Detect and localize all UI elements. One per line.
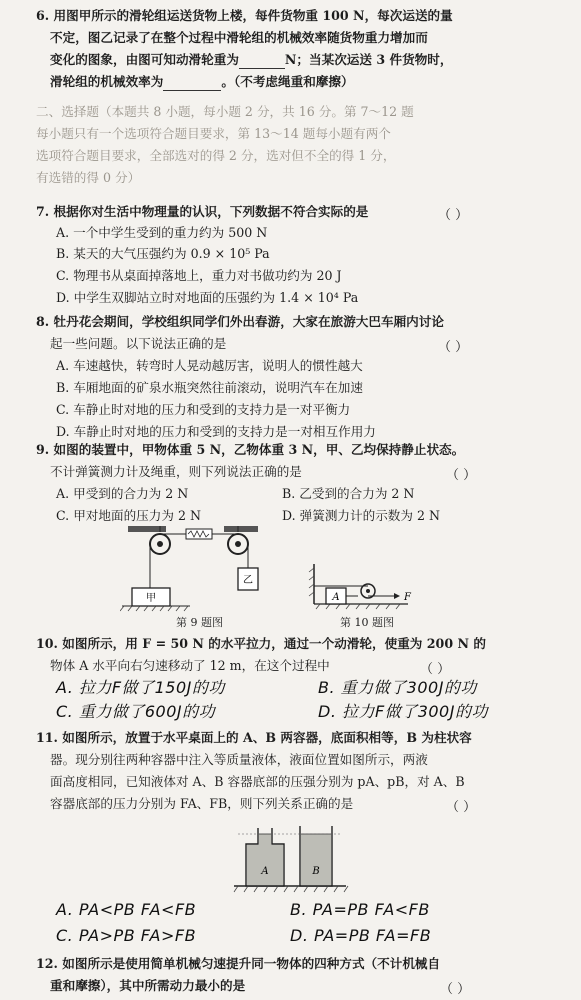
- q11-handwritten-b: B. PA=PB FA<FB: [290, 900, 430, 919]
- q8-option-c: C. 车静止时对地的压力和受到的支持力是一对平衡力: [56, 402, 351, 417]
- section2-line-2: 每小题只有一个选项符合题目要求，第 13～14 题每小题有两个: [36, 126, 391, 141]
- q8-line-2: 起一些问题。以下说法正确的是: [50, 336, 227, 351]
- q6-line-4: [50, 74, 354, 91]
- q10-answer-paren[interactable]: （ ）: [420, 662, 451, 677]
- section2-line-4: 有选错的得 0 分）: [36, 170, 141, 185]
- q12-line-1: 12. 如图所示是使用简单机械匀速提升同一物体的四种方式（不计机械自: [36, 956, 441, 971]
- q8-option-b: B. 车厢地面的矿泉水瓶突然往前滚动，说明汽车在加速: [56, 380, 363, 395]
- q8-option-a: A. 车速越快，转弯时人晃动越厉害，说明人的惯性越大: [56, 358, 363, 373]
- q12-line-2-text: 重和摩擦），其中所需动力最小的是: [50, 978, 246, 993]
- q7-option-b: B. 某天的大气压强约为 0.9 × 10⁵ Pa: [56, 246, 270, 261]
- figure-9-label-yi: 乙: [243, 575, 253, 586]
- q10-handwritten-a: A. 拉力F做了150J的功: [56, 678, 225, 697]
- q9-option-d: D. 弹簧测力计的示数为 2 N: [282, 508, 441, 523]
- q9-option-c: C. 甲对地面的压力为 2 N: [56, 508, 201, 523]
- q7-answer-paren[interactable]: （ ）: [438, 208, 469, 223]
- q6-line-4b: 。（不考虑绳重和摩擦）: [221, 74, 354, 89]
- q8-option-d: D. 车静止时对地的压力和受到的支持力是一对相互作用力: [56, 424, 376, 439]
- q11-line-3: 面高度相同，已知液体对 A、B 容器底部的压强分别为 pA、pB，对 A、B: [50, 774, 465, 789]
- q9-line-2: 不计弹簧测力计及绳重，则下列说法正确的是: [50, 464, 302, 479]
- q9-option-a: A. 甲受到的合力为 2 N: [56, 486, 189, 501]
- q8-answer-paren[interactable]: （ ）: [438, 340, 469, 355]
- q7-stem: 7. 根据你对生活中物理量的认识，下列数据不符合实际的是: [36, 204, 369, 219]
- q11-line-1: 11. 如图所示，放置于水平桌面上的 A、B 两容器，底面积相等，B 为柱状容: [36, 730, 472, 745]
- q10-handwritten-d: D. 拉力F做了300J的功: [318, 702, 488, 721]
- q6-blank-2[interactable]: [163, 74, 221, 91]
- figure-9-caption: 第 9 题图: [176, 616, 223, 629]
- q6-line-3: [50, 52, 452, 69]
- q11-handwritten-a: A. PA<PB FA<FB: [56, 900, 197, 919]
- figure-10-caption: 第 10 题图: [340, 616, 394, 629]
- figure-10-label-f: F: [404, 592, 411, 603]
- q6-line-3b: N；当某次运送 3 件货物时，: [284, 52, 453, 67]
- q8-line-1: 8. 牡丹花会期间，学校组织同学们外出春游，大家在旅游大巴车厢内讨论: [36, 314, 444, 329]
- q12-line-2: [50, 978, 245, 994]
- section2-line-3: 选项符合题目要求，全部选对的得 2 分，选对但不全的得 1 分，: [36, 148, 396, 163]
- q7-option-a: A. 一个中学生受到的重力约为 500 N: [56, 225, 268, 240]
- figure-10-label-a: A: [332, 592, 340, 603]
- q10-handwritten-b: B. 重力做了300J的功: [318, 678, 477, 697]
- q12-answer-paren[interactable]: （ ）: [440, 982, 471, 997]
- q6-line-4a: 滑轮组的机械效率为: [50, 74, 164, 89]
- q10-line-1: 10. 如图所示，用 F = 50 N 的水平拉力，通过一个动滑轮，使重为 200 N 的: [36, 636, 486, 651]
- q7-option-c: C. 物理书从桌面掉落地上，重力对书做功约为 20 J: [56, 268, 342, 283]
- section2-line-1: 二、选择题（本题共 8 小题，每小题 2 分，共 16 分。第 7～12 题: [36, 104, 414, 119]
- q11-line-4: 容器底部的压力分别为 FA、FB，则下列关系正确的是: [50, 796, 354, 811]
- figure-11-containers: [228, 822, 352, 896]
- q7-option-d: D. 中学生双脚站立时对地面的压强约为 1.4 × 10⁴ Pa: [56, 290, 359, 305]
- q6-blank-1[interactable]: [239, 52, 285, 69]
- q11-handwritten-c: C. PA>PB FA>FB: [56, 926, 197, 945]
- figure-9-pulley-setup: [120, 522, 280, 612]
- figure-10-moving-pulley: [308, 560, 428, 612]
- q9-answer-paren[interactable]: （ ）: [446, 468, 477, 483]
- q6-line-3a: 变化的图象，由图可知动滑轮重为: [50, 52, 239, 67]
- figure-11-label-b: B: [312, 866, 320, 877]
- q6-line-2: 不定，图乙记录了在整个过程中滑轮组的机械效率随货物重力增加而: [50, 30, 428, 45]
- q9-option-b: B. 乙受到的合力为 2 N: [282, 486, 415, 501]
- q10-handwritten-c: C. 重力做了600J的功: [56, 702, 216, 721]
- q11-line-2: 器。现分别往两种容器中注入等质量液体，液面位置如图所示，两液: [50, 752, 428, 767]
- q11-handwritten-d: D. PA=PB FA=FB: [290, 926, 432, 945]
- q11-answer-paren[interactable]: （ ）: [446, 800, 477, 815]
- figure-11-label-a: A: [261, 866, 269, 877]
- q10-line-2: 物体 A 水平向右匀速移动了 12 m，在这个过程中: [50, 658, 330, 673]
- q6-line-1: 6. 用图甲所示的滑轮组运送货物上楼，每件货物重 100 N，每次运送的量: [36, 8, 453, 23]
- q9-line-1: 9. 如图的装置中，甲物体重 5 N，乙物体重 3 N，甲、乙均保持静止状态。: [36, 442, 465, 457]
- figure-9-label-jia: 甲: [146, 593, 156, 604]
